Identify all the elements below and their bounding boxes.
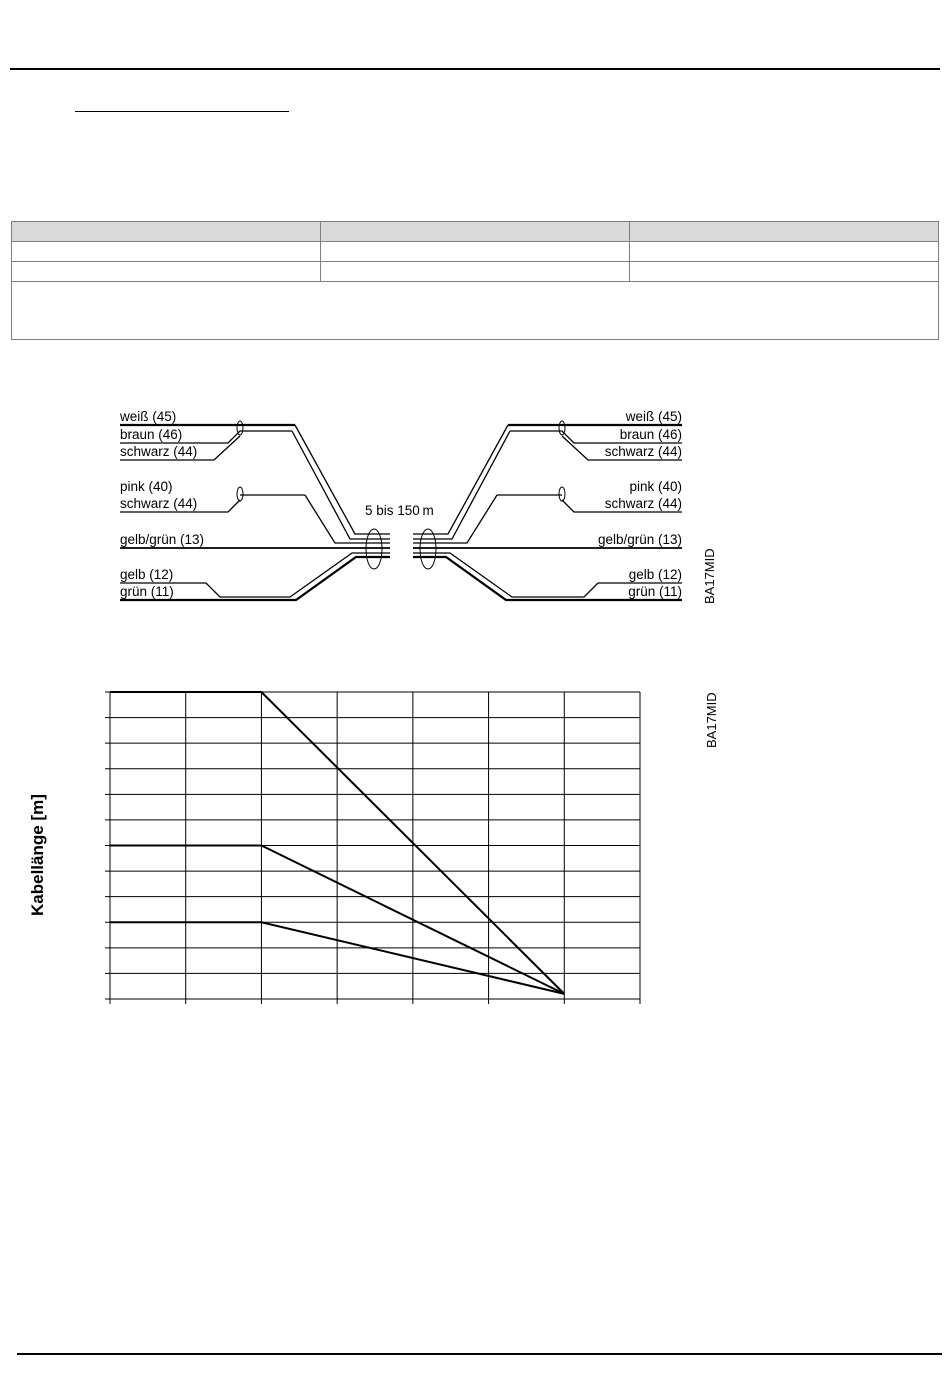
- wire-label: grün (11): [628, 584, 682, 599]
- wire-label: schwarz (44): [120, 444, 198, 459]
- cable-length-label: 5 bis 150 m: [365, 503, 434, 518]
- wiring-drawing-code: BA17MID: [702, 548, 717, 604]
- wire-label: gelb (12): [628, 567, 682, 582]
- wire-label: braun (46): [120, 427, 183, 442]
- wire-label: pink (40): [629, 479, 682, 494]
- wire-label: braun (46): [619, 427, 682, 442]
- wiring-labels-right: [598, 409, 682, 599]
- cable-shield-right: [420, 529, 436, 569]
- chart-drawing-code: BA17MID: [704, 692, 719, 748]
- wire-label: gelb/grün (13): [120, 532, 205, 547]
- wire-label: schwarz (44): [604, 496, 682, 511]
- shield-ring-left-1: [237, 421, 243, 435]
- footer-rule: [17, 1353, 942, 1355]
- cable-shield-left: [366, 529, 382, 569]
- wire-label: schwarz (44): [120, 496, 198, 511]
- wire-label: weiß (45): [120, 409, 177, 424]
- wiring-labels-left: [119, 409, 204, 599]
- shield-ring-left-2: [237, 487, 243, 501]
- shield-ring-right-1: [559, 421, 565, 435]
- wire-label: weiß (45): [625, 409, 682, 424]
- wire-label: pink (40): [120, 479, 173, 494]
- wire-label: schwarz (44): [604, 444, 682, 459]
- chart-ylabel: Kabellänge [m]: [28, 794, 47, 916]
- wire-label: grün (11): [120, 584, 174, 599]
- wire-label: gelb (12): [120, 567, 174, 582]
- shield-ring-right-2: [559, 487, 565, 501]
- wire-label: gelb/grün (13): [597, 532, 682, 547]
- cable-length-chart: [105, 692, 640, 1004]
